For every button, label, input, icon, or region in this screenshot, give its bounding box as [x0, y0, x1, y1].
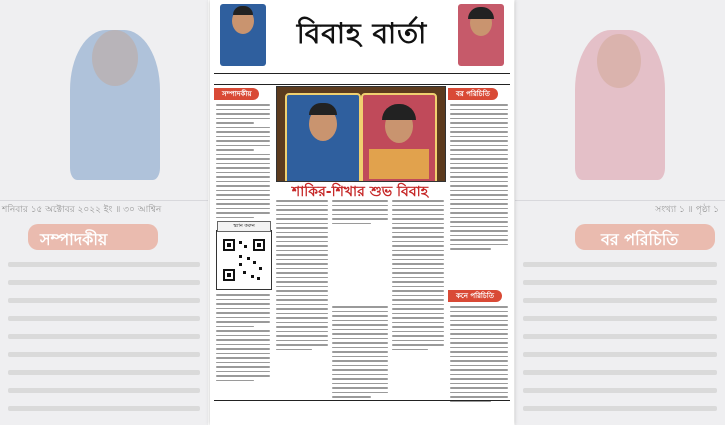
footer-rule — [214, 400, 510, 401]
background-text-line — [523, 406, 717, 411]
background-text-line — [8, 370, 200, 375]
background-editorial-text: সম্পাদকীয় — [40, 230, 108, 249]
background-text-line — [8, 262, 200, 267]
bride-intro-label: কনে পরিচিতি — [448, 290, 502, 302]
newspaper-title: বিবাহ বার্তা — [296, 17, 428, 50]
background-text-line — [8, 352, 200, 357]
background-text-line — [523, 370, 717, 375]
qr-title: স্ক্যান করুন — [217, 221, 271, 232]
editorial-text — [216, 104, 270, 221]
editorial-label: সম্পাদকীয় — [214, 88, 259, 100]
background-text-line — [523, 280, 717, 285]
dateline-rule — [214, 84, 510, 85]
couple-photo — [276, 86, 446, 182]
background-text-line — [523, 352, 717, 357]
bride-photo — [361, 93, 437, 182]
background-text-line — [523, 316, 717, 321]
groom-photo — [285, 93, 361, 182]
background-text-line — [8, 406, 200, 411]
editorial-text-lower — [216, 294, 270, 384]
bride-header-photo — [458, 4, 504, 66]
background-text-line — [8, 298, 200, 303]
pull-quote — [328, 240, 390, 300]
background-text-line — [8, 388, 200, 393]
background-groom-face — [92, 30, 138, 86]
story-column-2-top — [332, 200, 388, 227]
masthead-rule — [214, 73, 510, 74]
background-dateline: শনিবার ১৫ অক্টোবর ২০২২ ইং ॥ ৩০ আশ্বিন — [2, 205, 162, 215]
groom-header-photo — [220, 4, 266, 66]
bride-intro-text — [450, 306, 508, 405]
background-text-line — [523, 262, 717, 267]
background-text-line — [8, 316, 200, 321]
story-column-1 — [276, 200, 328, 353]
dateline — [214, 76, 510, 84]
groom-intro-text — [450, 104, 508, 253]
qr-code[interactable] — [216, 223, 272, 290]
newspaper-page — [210, 0, 514, 425]
background-left — [0, 0, 208, 425]
story-column-2-bottom — [332, 306, 388, 401]
main-headline: শাকির-শিখার শুভ বিবাহ — [291, 184, 429, 200]
story-column-3 — [392, 200, 444, 353]
background-text-line — [523, 334, 717, 339]
background-groom-text: বর পরিচিতি — [601, 230, 679, 249]
background-text-line — [523, 388, 717, 393]
background-divider — [515, 200, 725, 201]
background-page-number: সংখ্যা ১ ॥ পৃষ্ঠা ১ — [655, 205, 719, 215]
background-bride-face — [597, 34, 641, 88]
background-text-line — [523, 298, 717, 303]
background-text-line — [8, 280, 200, 285]
qr-pattern — [217, 231, 271, 289]
background-divider — [0, 200, 208, 201]
groom-intro-label: বর পরিচিতি — [448, 88, 498, 100]
background-text-line — [8, 334, 200, 339]
background-right — [515, 0, 725, 425]
